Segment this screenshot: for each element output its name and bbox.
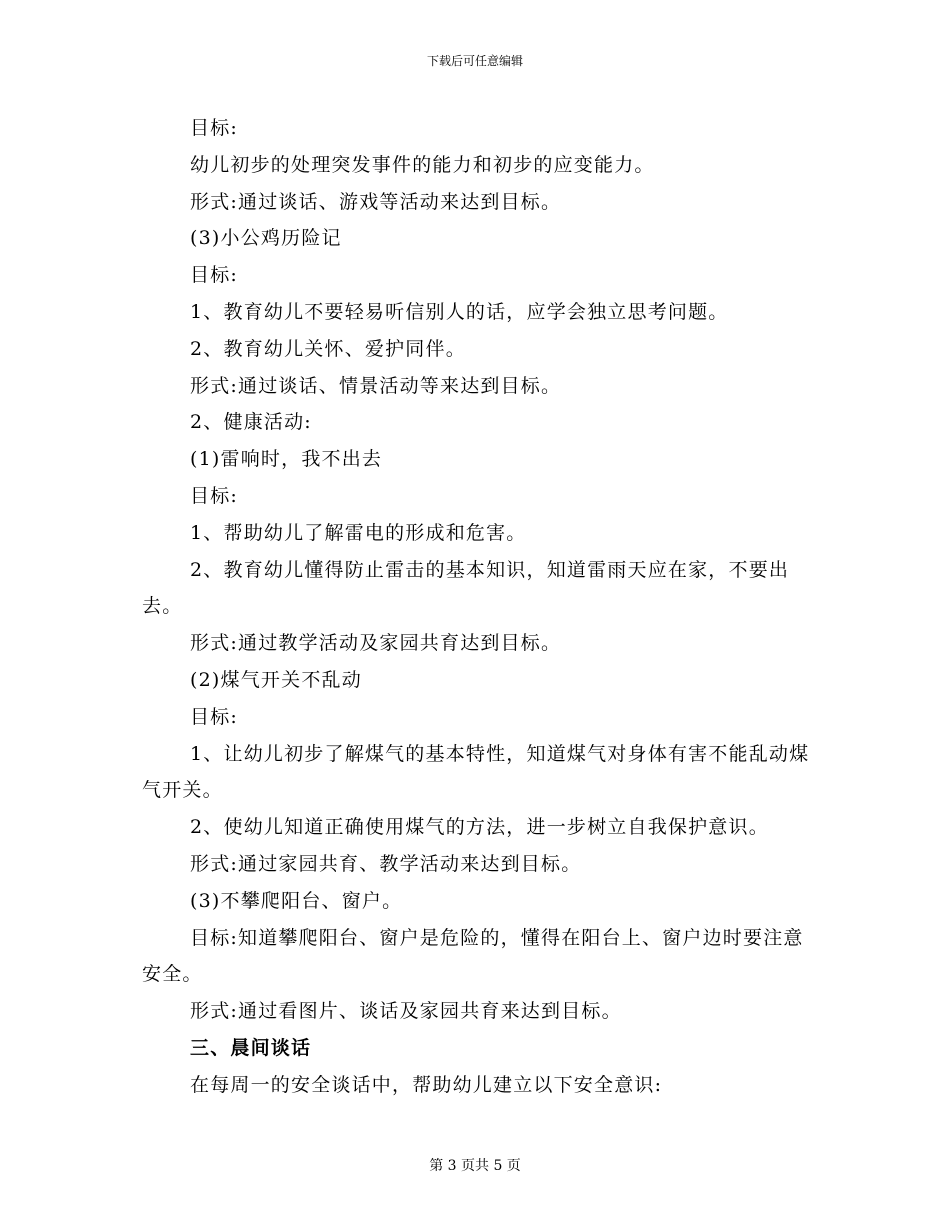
section-heading: 三、晨间谈话 xyxy=(190,1036,312,1059)
paragraph: 1、帮助幼儿了解雷电的形成和危害。 xyxy=(190,521,527,544)
document-body xyxy=(142,110,810,1104)
paragraph: (3)不攀爬阳台、窗户。 xyxy=(190,889,403,912)
paragraph: 目标: xyxy=(190,705,239,728)
paragraph: 目标: xyxy=(190,264,239,287)
paragraph: 1、教育幼儿不要轻易听信别人的话，应学会独立思考问题。 xyxy=(190,300,729,323)
paragraph: 在每周一的安全谈话中，帮助幼儿建立以下安全意识: xyxy=(190,1073,663,1096)
paragraph: 幼儿初步的处理突发事件的能力和初步的应变能力。 xyxy=(190,153,655,176)
paragraph: 2、教育幼儿懂得防止雷击的基本知识，知道雷雨天应在家，不要出去。 xyxy=(142,558,790,618)
page-footer: 第 3 页共 5 页 xyxy=(429,1158,521,1174)
paragraph: (3)小公鸡历险记 xyxy=(190,227,342,250)
paragraph: 目标:知道攀爬阳台、窗户是危险的，懂得在阳台上、窗户边时要注意安全。 xyxy=(142,926,804,986)
paragraph: 2、使幼儿知道正确使用煤气的方法，进一步树立自我保护意识。 xyxy=(190,816,769,839)
paragraph: 2、教育幼儿关怀、爱护同伴。 xyxy=(190,337,466,360)
paragraph: (2)煤气开关不乱动 xyxy=(190,668,362,691)
paragraph: 目标: xyxy=(190,117,239,139)
paragraph: 形式:通过谈话、游戏等活动来达到目标。 xyxy=(190,190,562,213)
paragraph: 目标: xyxy=(190,484,239,507)
paragraph: 形式:通过家园共育、教学活动来达到目标。 xyxy=(190,852,582,875)
paragraph: 2、健康活动: xyxy=(190,411,312,434)
page-header: 下载后可任意编辑 xyxy=(426,54,523,68)
paragraph: 1、让幼儿初步了解煤气的基本特性，知道煤气对身体有害不能乱动煤气开关。 xyxy=(142,742,810,802)
paragraph: (1)雷响时，我不出去 xyxy=(190,448,383,471)
paragraph: 形式:通过谈话、情景活动等来达到目标。 xyxy=(190,374,562,397)
paragraph: 形式:通过看图片、谈话及家园共育来达到目标。 xyxy=(190,1000,622,1023)
paragraph: 形式:通过教学活动及家园共育达到目标。 xyxy=(190,632,562,655)
